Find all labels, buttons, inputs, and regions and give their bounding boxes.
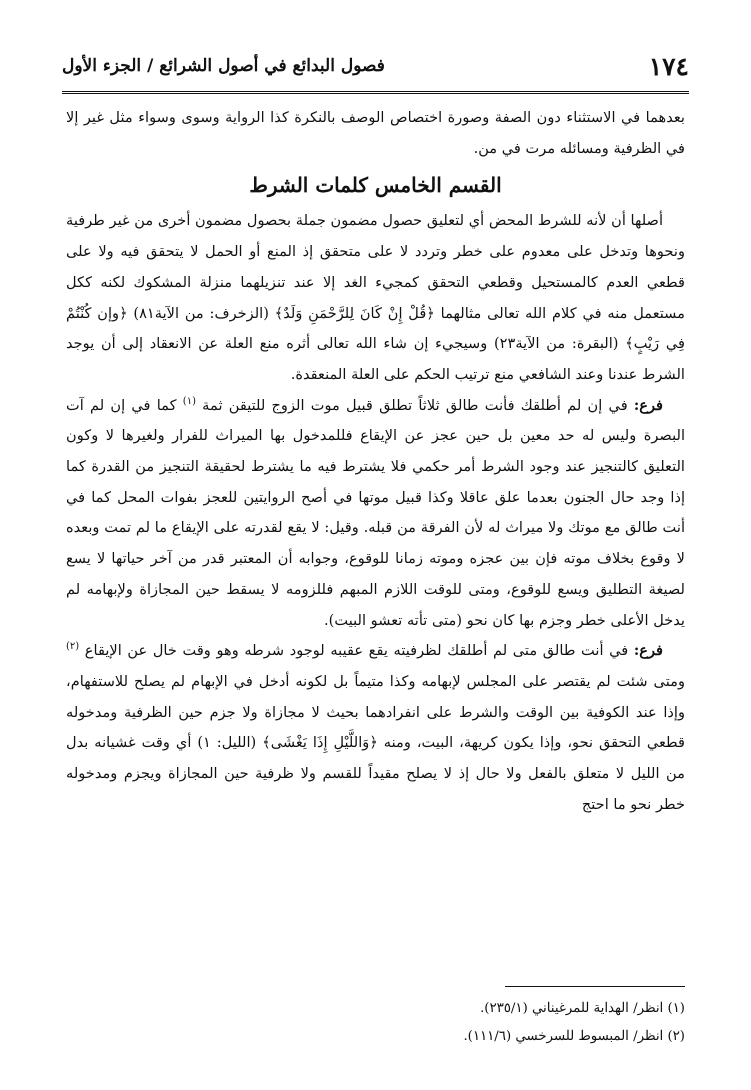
branch-text: في إن لم أطلقك فأنت طالق ثلاثاً تطلق قبيل موت الزوج للتيقن ثمة (195, 396, 634, 414)
section-paragraph: أصلها أن لأنه للشرط المحض أي لتعليق حصول مضمون جملة بحصول مضمون أخرى من غير طرفية ونحوها وتدخل على معدوم على خطر وتردد لا على متحقق إذ المنع أو الحمل لا يتحقق فيه ولا على قطعي العدم كالمستحيل وقطعي التحقق كمجيء الغد إلا عند تنزيلهما منزلة المشكوك لكنه ككل مستعمل منه في كلام الله تعالى مثالهما ﴿قُلْ إِنْ كَانَ لِلرَّحْمَنِ وَلَدٌ﴾ (الزخرف: من الآية٨١) ﴿وإن كُنْتُمْ فِي رَيْبٍ﴾ (البقرة: من الآية٢٣) وسيجيء إن شاء الله تعالى أثره منع العلة عن الانعقاد إلى أن يوجد الشرط عندنا وعند الشافعي منع ترتيب الحكم على العلة المنعقدة. (66, 212, 685, 383)
branch-paragraph-1 (66, 391, 685, 637)
footnote-divider (505, 986, 685, 987)
branch-label: فرع: (633, 396, 664, 414)
main-text (66, 103, 685, 820)
branch-paragraph-2 (66, 636, 685, 820)
footnote-reference: (٢) (66, 641, 80, 653)
footnote: (١) انظر/ الهداية للمرغيناني (٢٣٥/١). (480, 1001, 685, 1016)
branch-text: ومتى شئت لم يقتصر على المجلس لإبهامه وكذا متيماً بل لكونه أدخل في الإبهام لم يصلح للاستفهام، وإذا عند الكوفية بين الوقت والشرط على انفرادهما بحيث لا مجازاة ولا جزم حين الظرفية ومدخوله قطعي التحقق نحو، وإذا يكون كريهة، البيت، ومنه ﴿وَاللَّيْلِ إِذَا يَغْشَى﴾ (الليل: ١) أي وقت غشيانه بدل من الليل لا متعلق بالفعل ولا حال إذ لا يصلح مقيداً للقسم ولا ظرفية حين المجازاة ويجزم ومدخوله خطر نحو ما احتج (66, 672, 685, 813)
page-header (62, 48, 689, 88)
footnote: (٢) انظر/ المبسوط للسرخسي (١١١/٦). (463, 1029, 685, 1044)
footnote-reference: (١) (182, 395, 196, 407)
intro-paragraph: بعدهما في الاستثناء دون الصفة وصورة اختصاص الوصف بالنكرة كذا الرواية وسوى وسواء مثل غير إلا في الظرفية ومسائله مرت في من. (66, 109, 685, 157)
section-heading: القسم الخامس كلمات الشرط (249, 173, 502, 198)
header-divider (62, 91, 689, 94)
branch-label: فرع: (633, 642, 663, 660)
page-number: ١٧٤ (648, 52, 689, 81)
branch-text: في أنت طالق متى لم أطلقك لظرفيته يقع عقيبه لوجود شرطه وهو وقت خال عن الإيقاع (79, 642, 634, 660)
footnotes (66, 995, 685, 1051)
running-title: فصول البدائع في أصول الشرائع / الجزء الأول (62, 56, 385, 76)
branch-text: كما في إن لم آت البصرة وليس له حد معين بل حين عجز عن الإيقاع فللمدخول بها الميراث للفرار ولغيرها لا وكون التعليق كالتنجيز عند وجود الشرط أمر حكمي فلا يشترط فيه ما يشترط لحقيقة التنجيز من القدرة كما إذا وجد حال الجنون بعدما علق عاقلا وكذا قبيل موتها في أصح الروايتين للعجز بفوات المحل كما في أنت طالق مع موتك ولا ميراث له لأن الفرقة من قبله. وقيل: لا يقع لقدرته على الإيقاع ما لم تمت وبعده لا وقوع بخلاف موته فإن بين عجزه وموته زمانا للوقوع، وجوابه أن المعتبر قدر من آخر حياتها لا يسع لصيغة التطليق ويسع للوقوع، ومتى للوقت اللازم المبهم فللزومه لا يسقط حين المجازاة ولإبهامه لم يدخل الأعلى خطر وجزم بها كان نحو (متى تأته تعشو البيت). (66, 396, 685, 629)
